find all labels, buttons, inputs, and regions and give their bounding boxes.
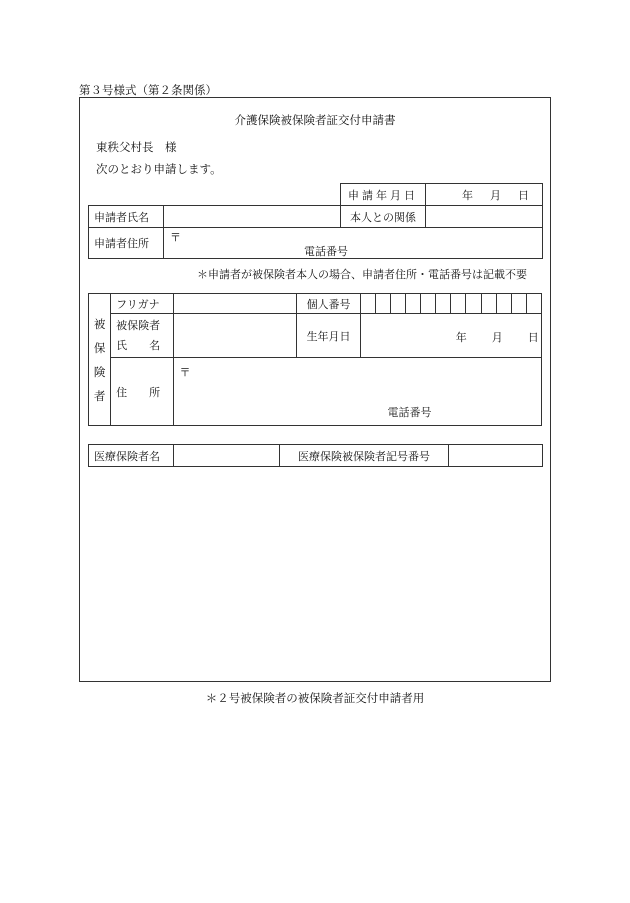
furigana-label: フリガナ	[111, 294, 173, 314]
form-number: 第３号様式（第２条関係）	[79, 83, 217, 97]
insured-phone-label: 電話番号	[387, 406, 432, 419]
medical-number-label: 医療保険被保険者記号番号	[280, 445, 449, 467]
medical-table	[88, 444, 543, 467]
birthdate-label: 生年月日	[297, 314, 360, 358]
applicant-address-label: 申請者住所	[89, 228, 164, 259]
personal-number-digit[interactable]	[526, 294, 541, 314]
relation-label: 本人との関係	[341, 206, 426, 228]
personal-number-label: 個人番号	[297, 294, 360, 314]
medical-number-field[interactable]	[449, 445, 543, 467]
personal-number-digit[interactable]	[481, 294, 496, 314]
side-char: 険	[93, 364, 106, 379]
insured-side-label	[89, 294, 111, 426]
personal-number-digit[interactable]	[496, 294, 511, 314]
insured-name-field[interactable]	[173, 314, 297, 358]
form-title: 介護保険被保険者証交付申請書	[234, 113, 396, 127]
applicant-name-label: 申請者氏名	[89, 206, 164, 228]
birth-year-label: 年	[455, 331, 467, 344]
footer-note: ＊２号被保険者の被保険者証交付申請者用	[205, 691, 425, 705]
blank-cell	[89, 184, 164, 206]
application-date-field[interactable]: 年 月 日	[426, 184, 543, 206]
medical-insurer-field[interactable]	[174, 445, 280, 467]
insured-address-field[interactable]	[173, 358, 541, 426]
insured-table	[88, 293, 542, 426]
personal-number-digit[interactable]	[466, 294, 481, 314]
furigana-field[interactable]	[173, 294, 297, 314]
insured-name-label	[111, 314, 173, 358]
birth-month-label: 月	[491, 331, 503, 344]
relation-field[interactable]	[426, 206, 543, 228]
medical-insurer-label: 医療保険者名	[89, 445, 174, 467]
side-char: 保	[93, 340, 106, 355]
birth-day-label: 日	[527, 331, 539, 344]
insured-postal-mark: 〒	[179, 366, 191, 379]
applicant-table	[88, 183, 543, 259]
personal-number-digit[interactable]	[451, 294, 466, 314]
postal-mark: 〒	[170, 231, 181, 244]
personal-number-digit[interactable]	[375, 294, 390, 314]
birthdate-field[interactable]	[360, 314, 541, 358]
side-char: 被	[93, 316, 106, 331]
personal-number-digit[interactable]	[436, 294, 451, 314]
applicant-phone-label: 電話番号	[304, 245, 348, 258]
personal-number-digit[interactable]	[360, 294, 375, 314]
personal-number-digit[interactable]	[406, 294, 421, 314]
applicant-address-field[interactable]	[164, 228, 543, 259]
insured-name-label-1: 被保険者	[116, 318, 161, 332]
applicant-name-field[interactable]	[164, 206, 341, 228]
intro-text: 次のとおり申請します。	[96, 162, 222, 176]
side-char: 者	[93, 388, 106, 403]
blank-cell	[164, 184, 341, 206]
personal-number-digit[interactable]	[421, 294, 436, 314]
insured-name-label-2: 氏 名	[116, 338, 161, 352]
personal-number-digit[interactable]	[390, 294, 405, 314]
insured-address-label: 住 所	[111, 358, 173, 426]
addressee: 東秩父村長 様	[96, 140, 177, 154]
personal-number-digit[interactable]	[511, 294, 526, 314]
applicant-note: ＊申請者が被保険者本人の場合、申請者住所・電話番号は記載不要	[197, 268, 527, 281]
application-date-label: 申請年月日	[341, 184, 426, 206]
